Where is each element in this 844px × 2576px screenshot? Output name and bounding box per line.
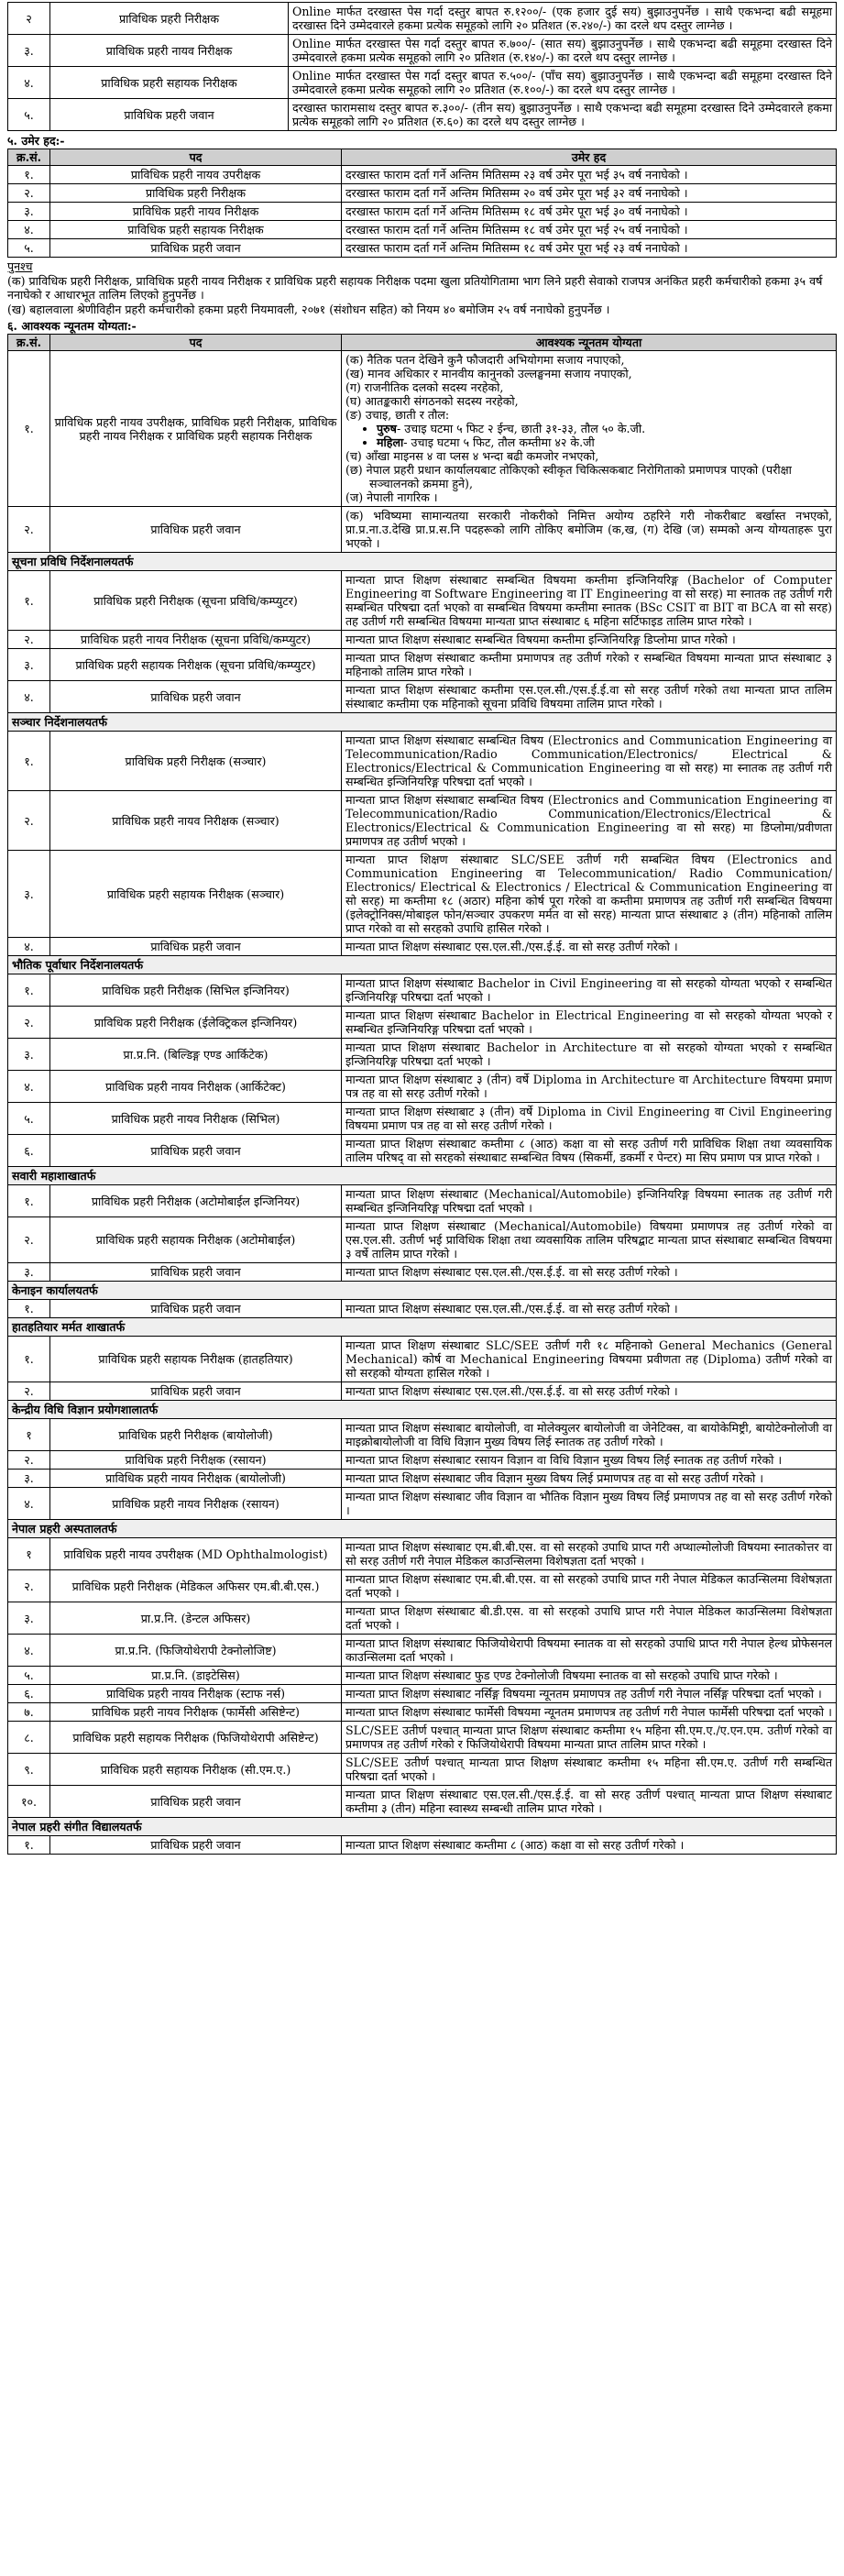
requirement-list-continued: [345, 449, 832, 504]
notes-heading: पुनश्च: [7, 259, 33, 273]
table-row: [8, 1602, 837, 1635]
table-row: [8, 3, 837, 35]
table-row: [8, 1419, 837, 1451]
table-row: [8, 166, 837, 184]
row-sn: ४.: [8, 1635, 50, 1667]
row-post: प्राविधिक प्रहरी सहायक निरीक्षक (सी.एम.ए.): [50, 1754, 342, 1786]
row-text: मान्यता प्राप्त शिक्षण संस्थाबाट एस.एल.सी./एस.ई.ई. वा सो सरह उतीर्ण पश्चात् मान्यता प्राप्त शिक्षण संस्थाबाट कम्तीमा ३ (तीन) महिना स्वास्थ्य सम्बन्धी तालिम प्राप्त गरेको ।: [342, 1786, 837, 1818]
female-standard: [377, 435, 832, 449]
row-sn: २.: [8, 184, 50, 203]
table-row: [8, 1703, 837, 1722]
row-text: मान्यता प्राप्त शिक्षण संस्थाबाट (Mechanical/Automobile) इन्जिनियरिङ्ग विषयमा स्नातक तह उतीर्ण गरी सम्बन्धित इन्जिनियरिङ्ग परिषद्मा दर्ता भएको ।: [342, 1185, 837, 1217]
row-post: प्राविधिक प्रहरी निरीक्षक (सिभिल इन्जिनियर): [50, 974, 342, 1007]
row-post: प्राविधिक प्रहरी निरीक्षक (रसायन): [50, 1451, 342, 1470]
table-row: [8, 221, 837, 239]
row-post: प्राविधिक प्रहरी नायव निरीक्षक (स्टाफ नर्स): [50, 1685, 342, 1703]
table-row: [8, 99, 837, 131]
table-row: [8, 1382, 837, 1401]
row-post: प्राविधिक प्रहरी निरीक्षक (मेडिकल अफिसर एम.बी.बी.एस.): [50, 1570, 342, 1602]
row-text: SLC/SEE उतीर्ण पश्चात् मान्यता प्राप्त शिक्षण संस्थाबाट कम्तीमा १५ महिना सी.एम.ए./ए.एन.एम. उतीर्ण गरेको वा प्रमाणपत्र तह उतीर्ण गरेको र फिजियोथेरापी विषयमा मान्यता प्राप्त तालिम प्राप्त गरेको ।: [342, 1722, 837, 1754]
table-row: [8, 649, 837, 681]
row-text: मान्यता प्राप्त शिक्षण संस्थाबाट एम.बी.बी.एस. वा सो सरहको उपाधि प्राप्त गरी नेपाल मेडिकल काउन्सिलमा विशेषज्ञता दर्ता भएको ।: [342, 1570, 837, 1602]
group-title: सूचना प्रविधि निर्देशनालयतर्फ: [8, 553, 837, 571]
row-sn: १.: [8, 571, 50, 631]
table-row: [8, 1836, 837, 1855]
row-post: प्राविधिक प्रहरी जवान: [50, 681, 342, 713]
row-sn: २.: [8, 1570, 50, 1602]
row-sn: ४.: [8, 1071, 50, 1103]
row-text: मान्यता प्राप्त शिक्षण संस्थाबाट कम्तीमा एस.एल.सी./एस.ई.ई.वा सो सरह उतीर्ण गरेको तथा मान्यता प्राप्त तालिम संस्थाबाट कम्तीमा एक महिनाको सूचना प्रविधि विषयमा तालिम प्राप्त गरेको ।: [342, 681, 837, 713]
group-row: [8, 1520, 837, 1538]
row-post: प्राविधिक प्रहरी नायव निरीक्षक: [50, 203, 342, 221]
row-sn: ४.: [8, 938, 50, 956]
table-row: [8, 1754, 837, 1786]
row-sn: २.: [8, 791, 50, 851]
requirement-item: (च) आँखा माइनस ४ वा प्लस ४ भन्दा बढी कमजोर नभएको,: [345, 449, 599, 463]
male-text: - उचाइ घटमा ५ फिट २ ईन्च, छाती ३१-३३, तौल ५० के.जी.: [396, 422, 646, 435]
row-sn: ४.: [8, 221, 50, 239]
row-post: प्राविधिक प्रहरी सहायक निरीक्षक (सञ्चार): [50, 851, 342, 938]
row-post: प्राविधिक प्रहरी निरीक्षक: [50, 184, 342, 203]
row-text: मान्यता प्राप्त शिक्षण संस्थाबाट ३ (तीन) वर्षे Diploma in Civil Engineering वा Civil Engineering विषयमा प्रमाण पत्र तह वा सो सरह उतीर्ण गरेको ।: [342, 1103, 837, 1135]
row-post: प्राविधिक प्रहरी सहायक निरीक्षक (अटोमोबाईल): [50, 1217, 342, 1263]
row-text: मान्यता प्राप्त शिक्षण संस्थाबाट बी.डी.एस. वा सो सरहको उपाधि प्राप्त गरी नेपाल मेडिकल काउन्सिलमा विशेषज्ञता दर्ता भएको ।: [342, 1602, 837, 1635]
row-sn: १.: [8, 1836, 50, 1855]
row-text: मान्यता प्राप्त शिक्षण संस्थाबाट जीव विज्ञान मुख्य विषय लिई प्रमाणपत्र तह वा सो सरह उतीर्ण गरेको ।: [342, 1470, 837, 1488]
fee-table: [7, 2, 837, 131]
requirement-list: [345, 353, 832, 422]
table-row: [8, 1217, 837, 1263]
table-row: [8, 239, 837, 258]
group-title: केनाइन कार्यालयतर्फ: [8, 1282, 837, 1300]
row-sn: २.: [8, 1007, 50, 1039]
row-post: प्रा.प्र.नि. (बिल्डिङ्ग एण्ड आर्किटेक): [50, 1039, 342, 1071]
table-row: [8, 1786, 837, 1818]
table-row: [8, 732, 837, 791]
table-row: [8, 1263, 837, 1282]
row-post: प्राविधिक प्रहरी सहायक निरीक्षक: [50, 221, 342, 239]
row-text: मान्यता प्राप्त शिक्षण संस्थाबाट Bachelor in Architecture वा सो सरहको योग्यता भएको र सम्बन्धित इन्जिनियरिङ्ग परिषद्मा दर्ता भएको ।: [342, 1039, 837, 1071]
row-post: प्राविधिक प्रहरी जवान: [50, 938, 342, 956]
row-text: Online मार्फत दरखास्त पेस गर्दा दस्तुर बापत रु.५००/- (पाँच सय) बुझाउनुपर्नेछ । साथै एकभन्दा बढी समूहमा दरखास्त दिने उम्मेदवारले हकमा प्रत्येक समूहको लागि २० प्रतिशत (रु.१००/-) का दरले थप दस्तुर लाग्नेछ ।: [289, 67, 837, 99]
row-post: प्रा.प्र.नि. (डाइटेसिस): [50, 1667, 342, 1685]
age-section-heading: ५. उमेर हद:-: [7, 134, 65, 148]
table-row: [8, 1635, 837, 1667]
row-post: प्राविधिक प्रहरी जवान: [50, 1786, 342, 1818]
row-sn: ८.: [8, 1722, 50, 1754]
row-text: दरखास्त फारामसाथ दस्तुर बापत रु.३००/- (तीन सय) बुझाउनुपर्नेछ । साथै एकभन्दा बढी समूहमा दरखास्त दिने उम्मेदवारले हकमा प्रत्येक समूहको लागि २० प्रतिशत (रु.६०) का दरले थप दस्तुर लाग्नेछ ।: [289, 99, 837, 131]
row-sn: २: [8, 3, 50, 35]
group-row: [8, 1318, 837, 1337]
row-post: प्राविधिक प्रहरी सहायक निरीक्षक (हातहतियार): [50, 1337, 342, 1382]
group-title: केन्द्रीय विधि विज्ञान प्रयोगशालातर्फ: [8, 1401, 837, 1419]
qual-header-qualification: आवश्यक न्यूनतम योग्यता: [342, 335, 837, 351]
notes-block: [7, 259, 837, 316]
row-post: प्राविधिक प्रहरी जवान: [50, 1836, 342, 1855]
row-sn: ३.: [8, 1039, 50, 1071]
requirement-item: (छ) नेपाल प्रहरी प्रधान कार्यालयबाट तोकिएको स्वीकृत चिकित्सकबाट निरोगिताको प्रमाणपत्र पाएको (परीक्षा सञ्चालनको क्रममा हुने),: [345, 463, 792, 490]
row-sn: ५.: [8, 239, 50, 258]
row-post: प्राविधिक प्रहरी जवान: [50, 99, 289, 131]
age-table: [7, 149, 837, 258]
row-sn: ६.: [8, 1685, 50, 1703]
table-row: [8, 1007, 837, 1039]
group-title: सञ्चार निर्देशनालयतर्फ: [8, 713, 837, 732]
row-text: Online मार्फत दरखास्त पेस गर्दा दस्तुर बापत रु.१२००/- (एक हजार दुई सय) बुझाउनुपर्नेछ । साथै एकभन्दा बढी समूहमा दरखास्त दिने उम्मेदवारले हकमा प्रत्येक समूहको लागि २० प्रतिशत (रु.२४०/-) का दरले थप दस्तुर लाग्नेछ ।: [289, 3, 837, 35]
row-text: मान्यता प्राप्त शिक्षण संस्थाबाट सम्बन्धित विषयमा कम्तीमा इन्जिनियरिङ्ग डिप्लोमा प्राप्त गरेको ।: [342, 631, 837, 649]
row-sn: १.: [8, 1337, 50, 1382]
row-sn: ६.: [8, 1135, 50, 1167]
age-header-sn: क्र.सं.: [8, 149, 50, 166]
row-text: दरखास्त फाराम दर्ता गर्ने अन्तिम मितिसम्म १८ वर्ष उमेर पूरा भई २५ वर्ष ननाघेको ।: [342, 221, 837, 239]
table-row: [8, 938, 837, 956]
group-row: [8, 713, 837, 732]
row-post: प्राविधिक प्रहरी नायव निरीक्षक (बायोलोजी): [50, 1470, 342, 1488]
row-sn: १: [8, 1419, 50, 1451]
row-post: प्राविधिक प्रहरी सहायक निरीक्षक (फिजियोथेरापी असिष्टेन्ट): [50, 1722, 342, 1754]
row-sn: १.: [8, 351, 50, 507]
row-qualification: (क) भविष्यमा सामान्यतया सरकारी नोकरीको निमित्त अयोग्य ठहरिने गरी नोकरीबाट बर्खास्त नभएको, प्रा.प्र.ना.उ.देखि प्रा.प्र.स.नि पदहरूको लागि तोकिए बमोजिम (क,ख, (ग) देखि (ज) सम्मको अन्य योग्यताहरू पुरा भएको ।: [342, 507, 837, 553]
row-text: मान्यता प्राप्त शिक्षण संस्थाबाट Bachelor in Civil Engineering वा सो सरहको योग्यता भएको र सम्बन्धित इन्जिनियरिङ्ग परिषद्मा दर्ता भएको ।: [342, 974, 837, 1007]
requirement-item: (ङ) उचाइ, छाती र तौल:: [345, 408, 450, 422]
row-post: प्रा.प्र.नि. (डेन्टल अफिसर): [50, 1602, 342, 1635]
table-row: [8, 974, 837, 1007]
row-post: प्राविधिक प्रहरी नायव निरीक्षक (सिभिल): [50, 1103, 342, 1135]
requirement-item: (ज) नेपाली नागरिक ।: [345, 490, 438, 504]
row-text: मान्यता प्राप्त शिक्षण संस्थाबाट एस.एल.सी./एस.ई.ई. वा सो सरह उतीर्ण गरेको ।: [342, 1300, 837, 1318]
female-label: महिला: [377, 435, 404, 449]
row-post: प्राविधिक प्रहरी नायव निरीक्षक (सूचना प्रविधि/कम्प्युटर): [50, 631, 342, 649]
row-post: प्राविधिक प्रहरी नायव निरीक्षक (आर्किटेक्ट): [50, 1071, 342, 1103]
age-header-post: पद: [50, 149, 342, 166]
row-post: प्राविधिक प्रहरी निरीक्षक: [50, 3, 289, 35]
row-sn: ५.: [8, 1667, 50, 1685]
row-post: प्राविधिक प्रहरी निरीक्षक (सञ्चार): [50, 732, 342, 791]
row-sn: ४.: [8, 681, 50, 713]
table-row: [8, 1300, 837, 1318]
row-text: मान्यता प्राप्त शिक्षण संस्थाबाट फुड एण्ड टेक्नोलोजी विषयमा स्नातक वा सो सरहको उपाधि प्राप्त गरेको ।: [342, 1667, 837, 1685]
qual-header-sn: क्र.सं.: [8, 335, 50, 351]
qual-section-heading: ६. आवश्यक न्यूनतम योग्यता:-: [7, 319, 137, 333]
row-text: मान्यता प्राप्त शिक्षण संस्थाबाट ३ (तीन) वर्षे Diploma in Architecture वा Architecture विषयमा प्रमाण पत्र तह वा सो सरह उतीर्ण गरेको ।: [342, 1071, 837, 1103]
row-sn: ९.: [8, 1754, 50, 1786]
table-row: [8, 507, 837, 553]
group-row: [8, 553, 837, 571]
group-row: [8, 956, 837, 974]
table-row: [8, 571, 837, 631]
row-text: मान्यता प्राप्त शिक्षण संस्थाबाट जीव विज्ञान वा भौतिक विज्ञान मुख्य विषय लिई प्रमाणपत्र तह वा सो सरह उतीर्ण गरेको ।: [342, 1488, 837, 1520]
group-title: नेपाल प्रहरी अस्पतालतर्फ: [8, 1520, 837, 1538]
row-post: प्राविधिक प्रहरी जवान: [50, 1135, 342, 1167]
row-post: प्राविधिक प्रहरी निरीक्षक (अटोमोबाईल इन्जिनियर): [50, 1185, 342, 1217]
qualification-table: [7, 334, 837, 1855]
table-row: [8, 1039, 837, 1071]
row-sn: ४.: [8, 67, 50, 99]
row-post: प्राविधिक प्रहरी नायव निरीक्षक (फार्मेसी असिष्टेन्ट): [50, 1703, 342, 1722]
row-post: प्राविधिक प्रहरी नायव निरीक्षक (रसायन): [50, 1488, 342, 1520]
row-text: मान्यता प्राप्त शिक्षण संस्थाबाट एस.एल.सी./एस.ई.ई. वा सो सरह उतीर्ण गरेको ।: [342, 1382, 837, 1401]
table-row: [8, 203, 837, 221]
male-standard: [377, 422, 832, 435]
row-sn: १.: [8, 1300, 50, 1318]
table-row: [8, 791, 837, 851]
table-row: [8, 1337, 837, 1382]
table-row: [8, 1667, 837, 1685]
row-sn: १.: [8, 166, 50, 184]
row-text: मान्यता प्राप्त शिक्षण संस्थाबाट कम्तीमा प्रमाणपत्र तह उतीर्ण गरेको र सम्बन्धित विषयमा मान्यता प्राप्त संस्थाबाट ३ महिनाको तालिम प्राप्त गरेको ।: [342, 649, 837, 681]
requirement-item: (ग) राजनीतिक दलको सदस्य नरहेको,: [345, 380, 504, 394]
row-sn: ३.: [8, 851, 50, 938]
row-post: प्राविधिक प्रहरी जवान: [50, 507, 342, 553]
row-text: मान्यता प्राप्त शिक्षण संस्थाबाट एम.बी.बी.एस. वा सो सरहको उपाधि प्राप्त गरी अप्थाल्मोलोजी विषयमा स्नातकोत्तर वा सो सरह उतीर्ण गरी नेपाल मेडिकल काउन्सिलमा विशेषज्ञता दर्ता भएको ।: [342, 1538, 837, 1570]
row-text: मान्यता प्राप्त शिक्षण संस्थाबाट SLC/SEE उतीर्ण गरी १८ महिनाको General Mechanics (General Mechanical) कोर्ष वा Mechanical Engineering विषयमा प्रवीणता तह (Diploma) उतीर्ण गरेको वा सो सरहको योग्यता हासिल गरेको ।: [342, 1337, 837, 1382]
row-requirements: [342, 351, 837, 507]
table-row: [8, 1071, 837, 1103]
table-row: [8, 351, 837, 507]
table-row: [8, 1470, 837, 1488]
row-post: प्राविधिक प्रहरी नायव उपरीक्षक: [50, 166, 342, 184]
row-sn: ५.: [8, 1103, 50, 1135]
row-post: प्राविधिक प्रहरी सहायक निरीक्षक (सूचना प्रविधि/कम्प्युटर): [50, 649, 342, 681]
row-text: दरखास्त फाराम दर्ता गर्ने अन्तिम मितिसम्म २३ वर्ष उमेर पूरा भई ३५ वर्ष ननाघेको ।: [342, 166, 837, 184]
requirement-item: (क) नैतिक पतन देखिने कुनै फौजदारी अभियोगमा सजाय नपाएको,: [345, 353, 625, 367]
row-sn: १: [8, 1538, 50, 1570]
row-sn: १०.: [8, 1786, 50, 1818]
row-text: मान्यता प्राप्त शिक्षण संस्थाबाट सम्बन्धित विषयमा कम्तीमा इन्जिनियरिङ्ग (Bachelor of Computer Engineering वा Software Engineering वा IT Engineering वा सो सरह) मा स्नातक तह उतीर्ण गरी सम्बन्धित परिषद्मा दर्ता भएको वा सम्बन्धित विषयमा कम्तीमा स्नातक (BSc CSIT वा BIT वा BCA वा सो सरह) तह उतीर्ण गरी सम्बन्धित विषयमा मान्यता प्राप्त संस्थाबाट ६ महिना सर्टिफाइड तालिम प्राप्त गरेको ।: [342, 571, 837, 631]
female-text: - उचाइ घटमा ५ फिट, तौल कम्तीमा ४२ के.जी: [403, 435, 595, 449]
table-row: [8, 851, 837, 938]
row-sn: २.: [8, 1382, 50, 1401]
row-text: मान्यता प्राप्त शिक्षण संस्थाबाट बायोलोजी, वा मोलेक्युलर बायोलोजी वा जेनेटिक्स, वा बायोकेमिष्ट्री, बायोटेक्नोलोजी वा माइक्रोबायोलोजी वा विधि विज्ञान मुख्य विषय लिई स्नातक तह उतीर्ण गरेको ।: [342, 1419, 837, 1451]
row-text: मान्यता प्राप्त शिक्षण संस्थाबाट (Mechanical/Automobile) विषयमा प्रमाणपत्र तह उतीर्ण गरेको वा एस.एल.सी. उतीर्ण भई प्राविधिक शिक्षा तथा व्यवसायिक तालिम परिषद्बाट मान्यता प्राप्त संस्थाबाट सम्बन्धित विषयमा ३ वर्षे तालिम प्राप्त गरेको ।: [342, 1217, 837, 1263]
row-sn: ४.: [8, 1488, 50, 1520]
row-sn: ३.: [8, 1263, 50, 1282]
group-row: [8, 1401, 837, 1419]
age-header-limit: उमेर हद: [342, 149, 837, 166]
row-text: Online मार्फत दरखास्त पेस गर्दा दस्तुर बापत रु.७००/- (सात सय) बुझाउनुपर्नेछ । साथै एकभन्दा बढी समूहमा दरखास्त दिने उम्मेदवारले हकमा प्रत्येक समूहको लागि २० प्रतिशत (रु.१४०/-) का दरले थप दस्तुर लाग्नेछ ।: [289, 35, 837, 67]
row-post: प्राविधिक प्रहरी नायव उपरीक्षक, प्राविधिक प्रहरी निरीक्षक, प्राविधिक प्रहरी नायव निरीक्षक र प्राविधिक प्रहरी सहायक निरीक्षक: [50, 351, 342, 507]
row-text: मान्यता प्राप्त शिक्षण संस्थाबाट फिजियोथेरापी विषयमा स्नातक वा सो सरहको उपाधि प्राप्त गरी नेपाल हेल्थ प्रोफेसनल काउन्सिलमा दर्ता भएको ।: [342, 1635, 837, 1667]
row-post: प्राविधिक प्रहरी नायव निरीक्षक: [50, 35, 289, 67]
row-post: प्राविधिक प्रहरी जवान: [50, 1382, 342, 1401]
row-text: SLC/SEE उतीर्ण पश्चात् मान्यता प्राप्त शिक्षण संस्थाबाट कम्तीमा १५ महिना सी.एम.ए. उतीर्ण गरी सम्बन्धित परिषद्मा दर्ता भएको ।: [342, 1754, 837, 1786]
requirement-item: (घ) आतङ्ककारी संगठनको सदस्य नरहेको,: [345, 394, 519, 408]
row-post: प्रा.प्र.नि. (फिजियोथेरापी टेक्नोलोजिष्ट): [50, 1635, 342, 1667]
row-text: मान्यता प्राप्त शिक्षण संस्थाबाट Bachelor in Electrical Engineering वा सो सरहको योग्यता भएको र सम्बन्धित इन्जिनियरिङ्ग परिषद्मा दर्ता भएको ।: [342, 1007, 837, 1039]
row-text: मान्यता प्राप्त शिक्षण संस्थाबाट फार्मेसी विषयमा न्यूनतम प्रमाणपत्र तह उतीर्ण गरी नेपाल फार्मेसी परिषद्मा दर्ता भएको ।: [342, 1703, 837, 1722]
table-row: [8, 1451, 837, 1470]
table-row: [8, 35, 837, 67]
row-text: मान्यता प्राप्त शिक्षण संस्थाबाट सम्बन्धित विषय (Electronics and Communication Engineering वा Telecommunication/Radio Communication/Electronics/Electrical & Electronics/Electrical & Communication Engineering वा सो सरह) मा डिप्लोमा/प्रवीणता प्रमाणपत्र तह उतीर्ण भएको ।: [342, 791, 837, 851]
row-text: मान्यता प्राप्त शिक्षण संस्थाबाट सम्बन्धित विषय (Electronics and Communication Engineering वा Telecommunication/Radio Communication/Electronics/ Electrical & Electronics/Electrical & Communication Engineering वा सो सरह) मा स्नातक तह उतीर्ण गरी सम्बन्धित इन्जिनियरिङ्ग परिषद्मा दर्ता भएको ।: [342, 732, 837, 791]
row-sn: ३.: [8, 1470, 50, 1488]
table-row: [8, 1685, 837, 1703]
row-text: दरखास्त फाराम दर्ता गर्ने अन्तिम मितिसम्म २० वर्ष उमेर पूरा भई ३२ वर्ष ननाघेको ।: [342, 184, 837, 203]
row-text: मान्यता प्राप्त शिक्षण संस्थाबाट कम्तीमा ८ (आठ) कक्षा वा सो सरह उतीर्ण गरेको ।: [342, 1836, 837, 1855]
row-sn: १.: [8, 974, 50, 1007]
row-sn: ३.: [8, 203, 50, 221]
row-post: प्राविधिक प्रहरी सहायक निरीक्षक: [50, 67, 289, 99]
row-sn: १.: [8, 1185, 50, 1217]
row-text: मान्यता प्राप्त शिक्षण संस्थाबाट एस.एल.सी./एस.ई.ई. वा सो सरह उतीर्ण गरेको ।: [342, 1263, 837, 1282]
group-row: [8, 1282, 837, 1300]
group-row: [8, 1167, 837, 1185]
row-post: प्राविधिक प्रहरी निरीक्षक (सूचना प्रविधि/कम्प्युटर): [50, 571, 342, 631]
male-label: पुरुष: [377, 422, 397, 435]
row-sn: २.: [8, 507, 50, 553]
table-row: [8, 1538, 837, 1570]
row-sn: २.: [8, 631, 50, 649]
row-sn: २.: [8, 1451, 50, 1470]
table-row: [8, 1488, 837, 1520]
table-row: [8, 1722, 837, 1754]
row-post: प्राविधिक प्रहरी जवान: [50, 239, 342, 258]
row-sn: ७.: [8, 1703, 50, 1722]
group-title: सवारी महाशाखातर्फ: [8, 1167, 837, 1185]
row-sn: ३.: [8, 35, 50, 67]
group-title: नेपाल प्रहरी संगीत विद्यालयतर्फ: [8, 1818, 837, 1836]
group-row: [8, 1818, 837, 1836]
row-sn: १.: [8, 732, 50, 791]
row-text: मान्यता प्राप्त शिक्षण संस्थाबाट रसायन विज्ञान वा विधि विज्ञान मुख्य विषय लिई स्नातक तह उतीर्ण गरेको ।: [342, 1451, 837, 1470]
group-title: हातहतियार मर्मत शाखातर्फ: [8, 1318, 837, 1337]
row-sn: २.: [8, 1217, 50, 1263]
table-row: [8, 681, 837, 713]
row-text: मान्यता प्राप्त शिक्षण संस्थाबाट कम्तीमा ८ (आठ) कक्षा वा सो सरह उतीर्ण गरी प्राविधिक शिक्षा तथा व्यवसायिक तालिम परिषद् वा सो सरहको संस्थाबाट सम्बन्धित विषय (सिकर्मी, डकर्मी र पेन्टर) मा सिप प्रमाण पत्र प्राप्त गरेको ।: [342, 1135, 837, 1167]
qual-header-post: पद: [50, 335, 342, 351]
note-a: (क) प्राविधिक प्रहरी निरीक्षक, प्राविधिक प्रहरी नायव निरीक्षक र प्राविधिक प्रहरी सहायक निरीक्षक पदमा खुला प्रतियोगितामा भाग लिने प्रहरी सेवाको राजपत्र अनंकित प्रहरी कर्मचारीको हकमा ३५ वर्ष ननाघेको र आधारभूत तालिम लिएको हुनुपर्नेछ ।: [7, 274, 823, 302]
table-row: [8, 1103, 837, 1135]
row-post: प्राविधिक प्रहरी निरीक्षक (बायोलोजी): [50, 1419, 342, 1451]
row-post: प्राविधिक प्रहरी नायव उपरीक्षक (MD Ophthalmologist): [50, 1538, 342, 1570]
row-text: मान्यता प्राप्त शिक्षण संस्थाबाट SLC/SEE उतीर्ण गरी सम्बन्धित विषय (Electronics and Communication Engineering वा Telecommunication/ Radio Communication/ Electronics/ Electrical & Electronics / Electrical & Communication Engineering वा सो सरह) मा कम्तीमा १८ (अठार) महिना कोर्ष पूरा गरेको वा कम्तीमा प्रमाणपत्र तह उतीर्ण गरी सम्बन्धित विषयमा (इलेक्ट्रोनिक्स/मोबाइल फोन/सञ्चार उपकरण मर्मत वा सो सरह) मान्यता प्राप्त संस्थाबाट ३ (तीन) महिनाको तालिम प्राप्त गरेको वा सो सरहको उपाधि हासिल गरेको ।: [342, 851, 837, 938]
row-post: प्राविधिक प्रहरी निरीक्षक (ईलेक्ट्रिकल इन्जिनियर): [50, 1007, 342, 1039]
group-title: भौतिक पूर्वाधार निर्देशनालयतर्फ: [8, 956, 837, 974]
table-row: [8, 631, 837, 649]
row-sn: ५.: [8, 99, 50, 131]
table-row: [8, 1135, 837, 1167]
note-b: (ख) बहालवाला श्रेणीविहीन प्रहरी कर्मचारीको हकमा प्रहरी नियमावली, २०७१ (संशोधन सहित) को नियम ४० बमोजिम २५ वर्ष ननाघेको हुनुपर्नेछ ।: [7, 303, 610, 316]
row-sn: ३.: [8, 1602, 50, 1635]
table-row: [8, 184, 837, 203]
physical-standard-list: [377, 422, 832, 449]
row-post: प्राविधिक प्रहरी जवान: [50, 1300, 342, 1318]
row-text: दरखास्त फाराम दर्ता गर्ने अन्तिम मितिसम्म १८ वर्ष उमेर पूरा भई ३० वर्ष ननाघेको ।: [342, 203, 837, 221]
row-text: मान्यता प्राप्त शिक्षण संस्थाबाट एस.एल.सी./एस.ई.ई. वा सो सरह उतीर्ण गरेको ।: [342, 938, 837, 956]
table-row: [8, 1570, 837, 1602]
table-row: [8, 67, 837, 99]
row-post: प्राविधिक प्रहरी नायव निरीक्षक (सञ्चार): [50, 791, 342, 851]
row-text: मान्यता प्राप्त शिक्षण संस्थाबाट नर्सिङ्ग विषयमा न्यूनतम प्रमाणपत्र तह उतीर्ण गरी नेपाल नर्सिङ्ग परिषद्मा दर्ता भएको ।: [342, 1685, 837, 1703]
row-text: दरखास्त फाराम दर्ता गर्ने अन्तिम मितिसम्म १८ वर्ष उमेर पूरा भई २३ वर्ष ननाघेको ।: [342, 239, 837, 258]
table-row: [8, 1185, 837, 1217]
row-post: प्राविधिक प्रहरी जवान: [50, 1263, 342, 1282]
requirement-item: (ख) मानव अधिकार र मानवीय कानुनको उल्लङ्घनमा सजाय नपाएको,: [345, 367, 632, 380]
row-sn: ३.: [8, 649, 50, 681]
